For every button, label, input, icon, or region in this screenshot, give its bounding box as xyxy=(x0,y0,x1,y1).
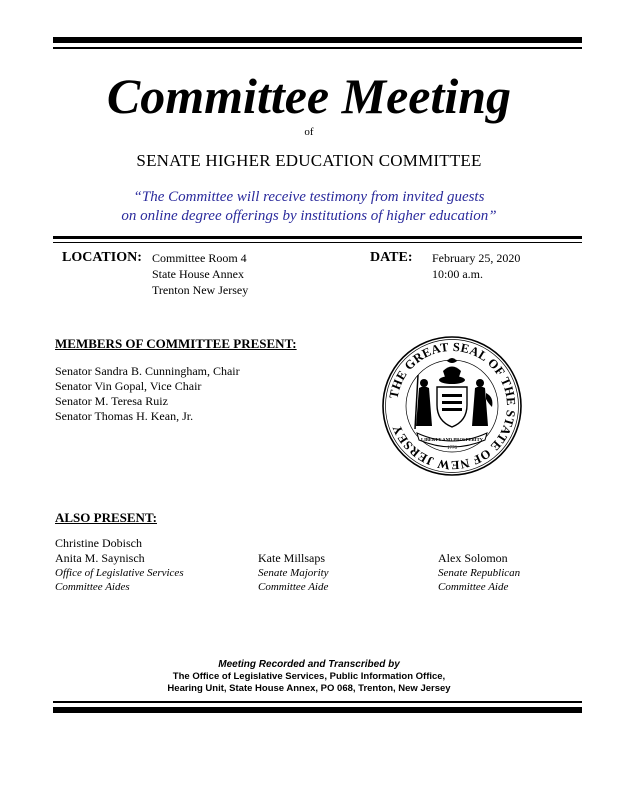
mid-rule-thin xyxy=(53,242,582,243)
aide-column-1 xyxy=(55,536,184,594)
aide-column-3 xyxy=(438,551,520,594)
location-label: LOCATION: xyxy=(62,250,142,265)
aide-column-2 xyxy=(258,551,329,594)
location-value xyxy=(152,250,248,298)
committee-name: SENATE HIGHER EDUCATION COMMITTEE xyxy=(136,151,482,170)
member-item: Senator Sandra B. Cunningham, Chair xyxy=(55,364,240,378)
member-item: Senator Vin Gopal, Vice Chair xyxy=(55,379,202,393)
location-line-1: Committee Room 4 xyxy=(152,251,247,265)
location-line-2: State House Annex xyxy=(152,267,244,281)
footer-line-2: The Office of Legislative Services, Public Information Office, xyxy=(172,671,446,682)
aide-role: Committee Aides xyxy=(55,581,130,593)
aide-role: Senate Majority xyxy=(258,567,329,579)
meeting-purpose xyxy=(0,188,618,226)
date-label: DATE: xyxy=(370,250,413,265)
aide-name: Alex Solomon xyxy=(438,551,508,565)
bottom-rule-thick xyxy=(53,707,582,713)
location-line-3: Trenton New Jersey xyxy=(152,283,249,297)
transcription-credit xyxy=(0,659,618,695)
bottom-rule-thin xyxy=(53,701,582,703)
members-heading: MEMBERS OF COMMITTEE PRESENT: xyxy=(55,336,297,351)
date-value xyxy=(432,250,520,282)
aide-name: Anita M. Saynisch xyxy=(55,551,145,565)
member-item: Senator M. Teresa Ruiz xyxy=(55,394,168,408)
seal-motto: LIBERTY AND PROSPERITY xyxy=(421,437,483,442)
footer-line-1: Meeting Recorded and Transcribed by xyxy=(218,659,400,670)
mid-rule-thick xyxy=(53,236,582,239)
date-line-1: February 25, 2020 xyxy=(432,251,521,265)
top-rule-thick xyxy=(53,37,582,43)
page-title: Committee Meeting xyxy=(106,68,512,124)
aide-name: Christine Dobisch xyxy=(55,536,142,550)
aide-role: Committee Aide xyxy=(438,581,509,593)
purpose-line-1: “The Committee will receive testimony from invited guests xyxy=(133,189,485,205)
aide-role: Senate Republican xyxy=(438,567,521,579)
purpose-line-2: on online degree offerings by institutions of higher education” xyxy=(121,208,497,224)
state-seal-icon xyxy=(381,335,523,477)
date-line-2: 10:00 a.m. xyxy=(432,267,483,281)
aide-name: Kate Millsaps xyxy=(258,551,325,565)
seal-text-top: THE GREAT SEAL OF THE STATE OF NEW JERSEY xyxy=(386,339,519,473)
also-present-heading: ALSO PRESENT: xyxy=(55,510,157,525)
top-rule-thin xyxy=(53,47,582,49)
footer-line-3: Hearing Unit, State House Annex, PO 068, Trenton, New Jersey xyxy=(167,683,451,694)
member-item: Senator Thomas H. Kean, Jr. xyxy=(55,409,194,423)
aide-role: Committee Aide xyxy=(258,581,329,593)
members-list xyxy=(55,364,240,424)
aide-role: Office of Legislative Services xyxy=(55,567,184,579)
of-label: of xyxy=(304,126,314,138)
seal-year: 1776 xyxy=(447,446,457,451)
